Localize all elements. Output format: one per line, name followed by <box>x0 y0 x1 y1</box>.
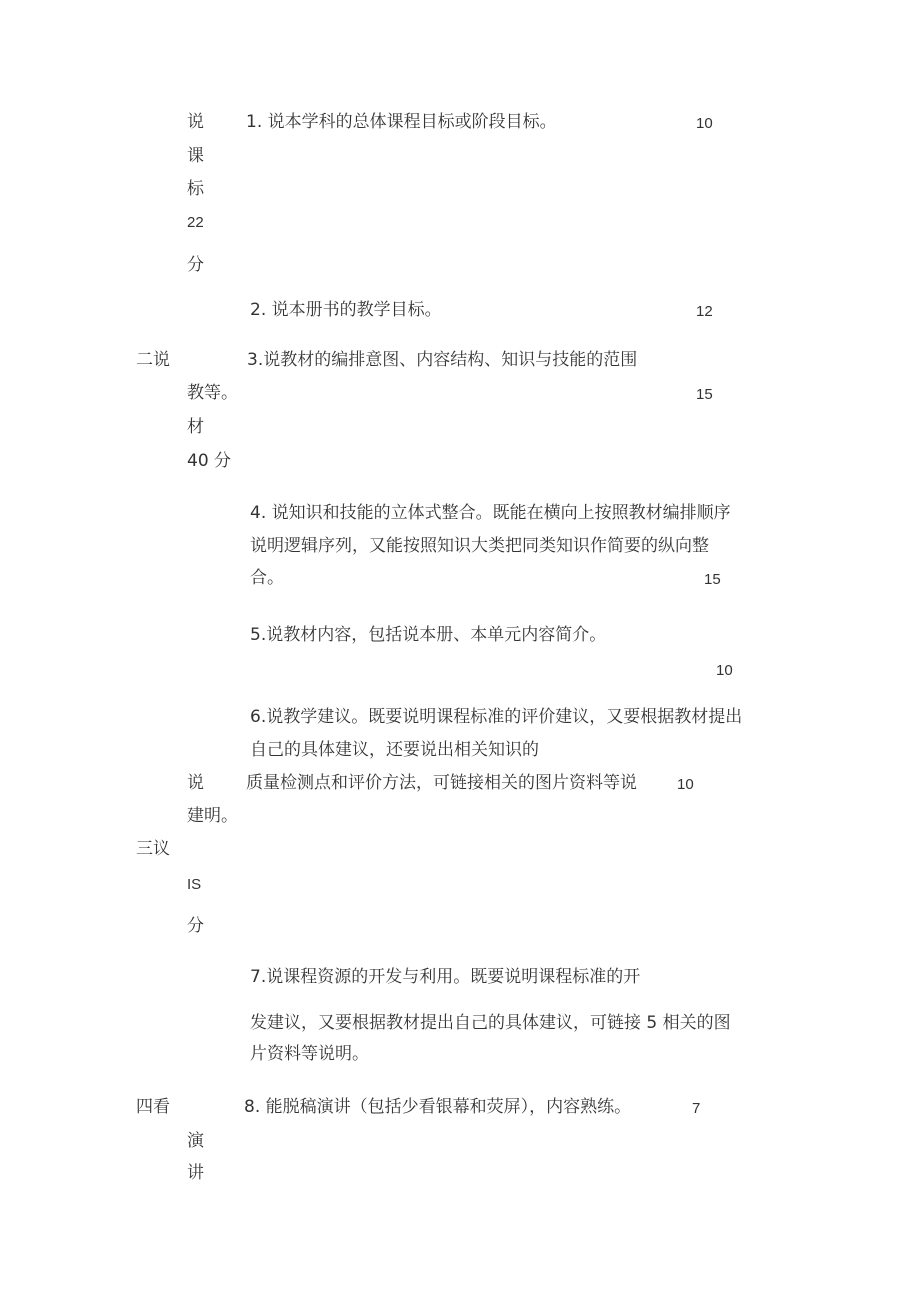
item-1-text: 1. 说本学科的总体课程目标或阶段目标。 <box>246 112 557 132</box>
section1-label-char: 标 <box>187 179 204 199</box>
section3-points: IS <box>187 876 202 893</box>
item-7-line: 7.说课程资源的开发与利用。既要说明课程标准的开 <box>250 967 641 987</box>
section1-label-char: 分 <box>187 255 204 275</box>
item-2-text: 2. 说本册书的教学目标。 <box>250 300 442 320</box>
item-5-score: 10 <box>716 662 733 679</box>
item-4-line: 说明逻辑序列，又能按照知识大类把同类知识作简要的纵向整 <box>250 536 709 556</box>
section2-prefix: 二说 <box>136 350 170 370</box>
item-4-line: 合。 <box>250 568 284 588</box>
item-7-line: 发建议，又要根据教材提出自己的具体建议，可链接 5 相关的图 <box>250 1013 731 1033</box>
item-7-line: 片资料等说明。 <box>250 1044 369 1064</box>
section3-label-char: 说 <box>187 773 204 793</box>
section3-label-char: 建明。 <box>187 806 238 826</box>
section2-label-char: 材 <box>187 417 204 437</box>
section1-label-char: 说 <box>187 112 204 132</box>
item-6-score: 10 <box>677 776 694 793</box>
item-8-score: 7 <box>692 1100 701 1117</box>
item-3-score: 15 <box>696 386 713 403</box>
section1-points: 22 <box>187 214 204 231</box>
item-3-text: 3.说教材的编排意图、内容结构、知识与技能的范围 <box>247 350 638 370</box>
section4-prefix: 四看 <box>136 1097 170 1117</box>
item-8-text: 8. 能脱稿演讲（包括少看银幕和荧屏），内容熟练。 <box>244 1097 632 1117</box>
section3-prefix: 三议 <box>136 839 170 859</box>
item-6-line: 6.说教学建议。既要说明课程标准的评价建议，又要根据教材提出 <box>250 707 743 727</box>
item-6-line: 质量检测点和评价方法，可链接相关的图片资料等说 <box>246 773 637 793</box>
section2-points: 40 分 <box>187 451 232 471</box>
item-4-line: 4. 说知识和技能的立体式整合。既能在横向上按照教材编排顺序 <box>250 503 731 523</box>
item-4-score: 15 <box>704 571 721 588</box>
section3-label-char: 分 <box>187 916 204 936</box>
item-6-line: 自己的具体建议，还要说出相关知识的 <box>250 740 539 760</box>
item-5-text: 5.说教材内容，包括说本册、本单元内容简介。 <box>250 625 607 645</box>
section4-label-char: 演 <box>187 1131 204 1151</box>
section4-label-char: 讲 <box>187 1163 204 1183</box>
section2-label-char: 教等。 <box>187 383 238 403</box>
item-1-score: 10 <box>696 115 713 132</box>
item-2-score: 12 <box>696 303 713 320</box>
section1-label-char: 课 <box>187 146 204 166</box>
